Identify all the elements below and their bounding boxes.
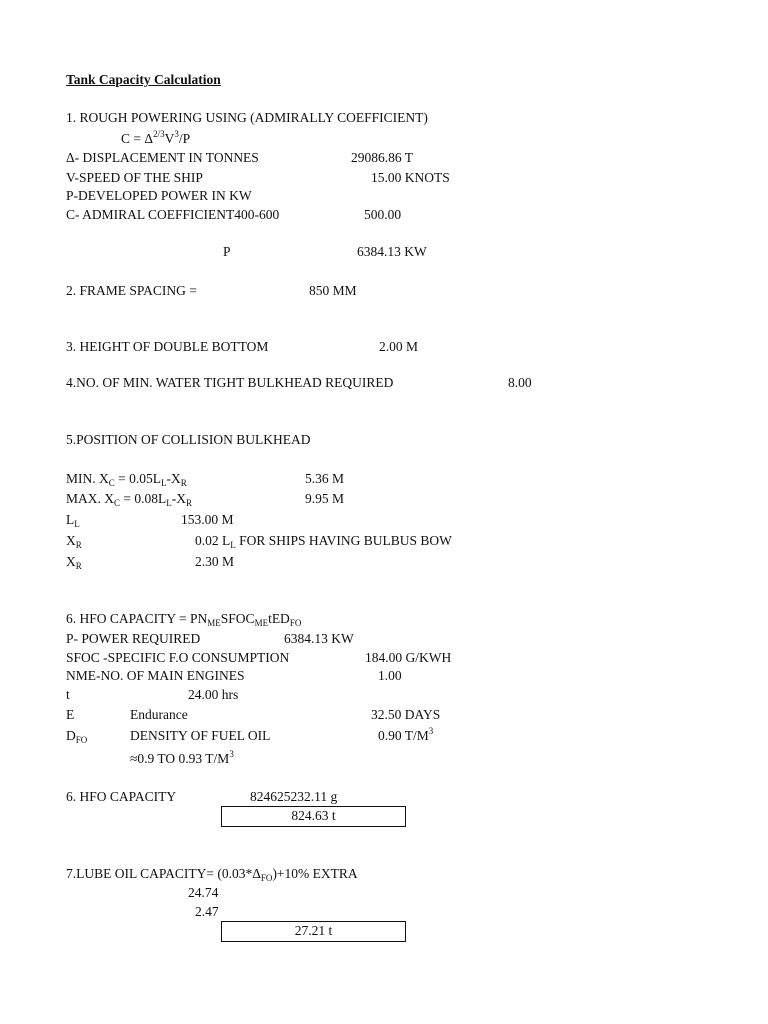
- double-bottom-value: 2.00 M: [379, 339, 419, 354]
- document-title: Tank Capacity Calculation: [66, 72, 221, 87]
- sfoc-value: 184.00 G/KWH: [365, 650, 452, 665]
- frame-spacing-label: 2. FRAME SPACING =: [66, 283, 197, 298]
- density-range: ≈0.9 TO 0.93 $T/M^3$: [130, 749, 234, 766]
- lube-oil-result-box: 27.21 t: [221, 921, 406, 942]
- ll-label: $L_L$: [66, 512, 80, 529]
- hfo-capacity-result-box: 824.63 t: [221, 806, 406, 827]
- hfo-capacity-label: 6. HFO CAPACITY: [66, 789, 177, 804]
- frame-spacing-value: 850 MM: [309, 283, 357, 298]
- rough-powering-heading: 1. ROUGH POWERING USING (ADMIRALLY COEFFICIENT): [66, 110, 428, 125]
- endurance-label: Endurance: [130, 707, 188, 722]
- speed-label: V-SPEED OF THE SHIP: [66, 170, 203, 185]
- endurance-value: 32.50 DAYS: [371, 707, 441, 722]
- t-value: 24.00 hrs: [188, 687, 239, 702]
- displacement-label: Δ- DISPLACEMENT IN TONNES: [66, 150, 259, 165]
- bulkhead-count-value: 8.00: [508, 375, 532, 390]
- admiral-coefficient-label: C- ADMIRAL COEFFICIENT400-600: [66, 207, 280, 222]
- lube-oil-base-value: 24.74: [188, 885, 219, 900]
- nme-value: 1.00: [378, 668, 402, 683]
- t-label: t: [66, 687, 70, 702]
- power-p-label: P: [223, 244, 231, 259]
- double-bottom-label: 3. HEIGHT OF DOUBLE BOTTOM: [66, 339, 269, 354]
- collision-bulkhead-heading: 5.POSITION OF COLLISION BULKHEAD: [66, 432, 311, 447]
- power-p-value: 6384.13 KW: [357, 244, 427, 259]
- hfo-capacity-heading: 6. HFO CAPACITY = $PN_{ME}SFOC_{ME}tED_{FO}$: [66, 611, 302, 628]
- dfo-label: $D_{FO}$: [66, 728, 88, 745]
- fuel-density-value: 0.90 $T/M^3$: [378, 726, 434, 743]
- xr-value: 2.30 M: [195, 554, 235, 569]
- lube-oil-extra-value: 2.47: [195, 904, 219, 919]
- bulkhead-count-label: 4.NO. OF MIN. WATER TIGHT BULKHEAD REQUIRED: [66, 375, 394, 390]
- admiral-coefficient-value: 500.00: [364, 207, 402, 222]
- sfoc-label: SFOC -SPECIFIC F.O CONSUMPTION: [66, 650, 290, 665]
- max-xc-formula: MAX. $X_C = 0.08L_L-X_R$: [66, 491, 193, 508]
- max-xc-value: 9.95 M: [305, 491, 345, 506]
- xr-label-2: $X_R$: [66, 554, 82, 571]
- speed-value: 15.00 KNOTS: [371, 170, 450, 185]
- ll-value: 153.00 M: [181, 512, 234, 527]
- admiralty-formula: $C = \Delta^{2/3}V^3/P$: [121, 129, 191, 146]
- xr-label-1: $X_R$: [66, 533, 82, 550]
- e-label: E: [66, 707, 75, 722]
- power-required-label: P- POWER REQUIRED: [66, 631, 201, 646]
- nme-label: NME-NO. OF MAIN ENGINES: [66, 668, 245, 683]
- lube-oil-heading: 7.LUBE OIL CAPACITY= $(0.03*\Delta_{FO})+10\%$ EXTRA: [66, 866, 358, 883]
- displacement-value: 29086.86 T: [351, 150, 414, 165]
- min-xc-value: 5.36 M: [305, 471, 345, 486]
- hfo-capacity-grams: 824625232.11 g: [250, 789, 338, 804]
- fuel-density-label: DENSITY OF FUEL OIL: [130, 728, 271, 743]
- min-xc-formula: MIN. $X_C = 0.05L_L-X_R$: [66, 471, 187, 488]
- power-required-value: 6384.13 KW: [284, 631, 354, 646]
- developed-power-label: P-DEVELOPED POWER IN KW: [66, 188, 252, 203]
- xr-definition: 0.02 $L_L$ FOR SHIPS HAVING BULBUS BOW: [195, 533, 452, 550]
